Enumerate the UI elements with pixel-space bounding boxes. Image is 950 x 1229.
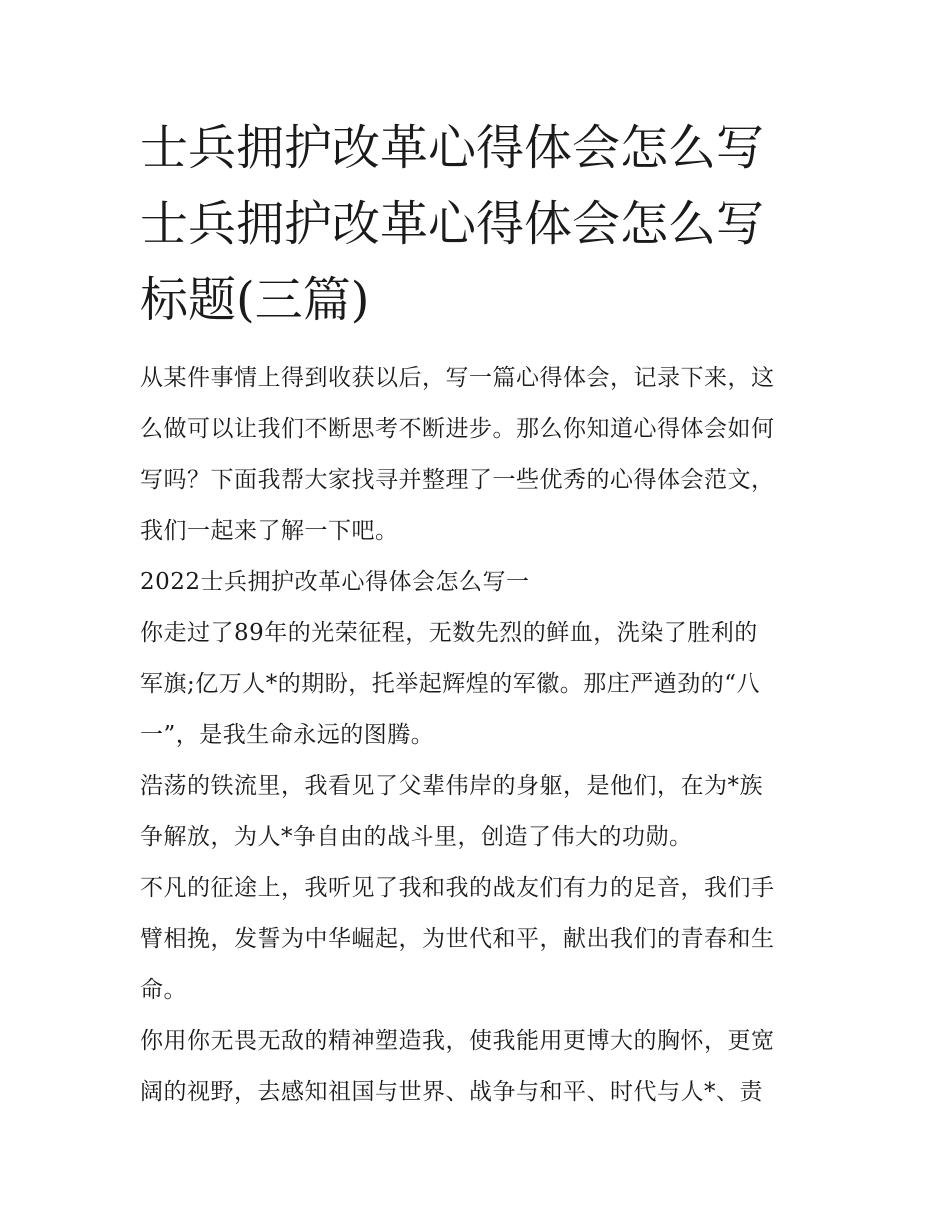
body-paragraph: [140, 761, 815, 863]
text-line: 你走过了89年的光荣征程，无数先烈的鲜血，洗染了胜利的: [140, 620, 758, 646]
text-line: 军旗;亿万人*的期盼，托举起辉煌的军徽。那庄严遒劲的“八: [140, 671, 761, 697]
text-line: 你用你无畏无敌的精神塑造我，使我能用更博大的胸怀，更宽: [140, 1028, 775, 1054]
body-paragraph: [140, 1016, 815, 1118]
document-body: [140, 353, 815, 1118]
body-paragraph: [140, 608, 815, 761]
text-line: 我们一起来了解一下吧。: [140, 518, 399, 544]
title-line: 标题(三篇): [140, 272, 370, 328]
body-paragraph: [140, 863, 815, 1016]
text-line: 争解放，为人*争自由的战斗里，创造了伟大的功勋。: [140, 824, 693, 850]
page-title: [140, 110, 820, 338]
section-heading: [140, 557, 815, 608]
text-line: 浩荡的铁流里，我看见了父辈伟岸的身躯，是他们，在为*族: [140, 773, 763, 799]
text-line: 写吗？下面我帮大家找寻并整理了一些优秀的心得体会范文，: [140, 467, 775, 493]
title-line: 士兵拥护改革心得体会怎么写: [140, 120, 765, 176]
text-line: 2022士兵拥护改革心得体会怎么写一: [140, 569, 530, 595]
intro-paragraph: [140, 353, 815, 557]
text-line: 命。: [140, 977, 187, 1003]
text-line: 从某件事情上得到收获以后，写一篇心得体会，记录下来，这: [140, 365, 775, 391]
text-line: 阔的视野，去感知祖国与世界、战争与和平、时代与人*、责: [140, 1079, 763, 1105]
text-line: 不凡的征途上，我听见了我和我的战友们有力的足音，我们手: [140, 875, 775, 901]
text-line: 臂相挽，发誓为中华崛起，为世代和平，献出我们的青春和生: [140, 926, 775, 952]
text-line: 么做可以让我们不断思考不断进步。那么你知道心得体会如何: [140, 416, 775, 442]
text-line: 一”，是我生命永远的图腾。: [140, 722, 435, 748]
title-line: 士兵拥护改革心得体会怎么写: [140, 196, 765, 252]
